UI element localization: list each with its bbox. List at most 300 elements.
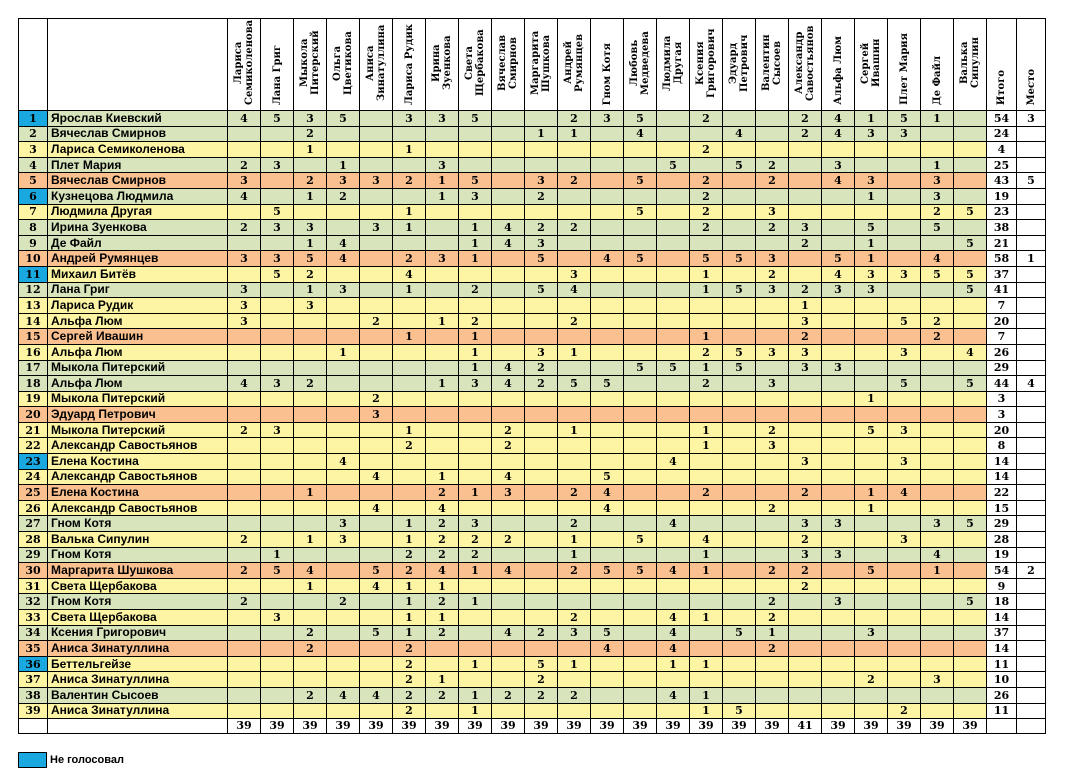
participant-name: Елена Костина xyxy=(48,485,228,501)
row-place xyxy=(1017,204,1046,220)
column-total: 39 xyxy=(690,719,723,734)
row-number: 4 xyxy=(19,157,48,173)
score-cell: 1 xyxy=(294,142,327,158)
score-cell xyxy=(723,594,756,610)
score-cell xyxy=(624,454,657,470)
score-cell: 4 xyxy=(657,641,690,657)
score-cell xyxy=(954,422,987,438)
row-place xyxy=(1017,188,1046,204)
score-cell xyxy=(459,422,492,438)
score-cell xyxy=(492,516,525,532)
score-cell: 2 xyxy=(360,391,393,407)
row-number: 33 xyxy=(19,610,48,626)
score-cell: 3 xyxy=(558,625,591,641)
score-cell xyxy=(954,656,987,672)
score-cell xyxy=(822,485,855,501)
participant-name: Альфа Люм xyxy=(48,344,228,360)
score-cell: 1 xyxy=(459,235,492,251)
score-cell: 2 xyxy=(558,111,591,127)
score-cell xyxy=(426,438,459,454)
score-cell xyxy=(261,407,294,423)
score-cell xyxy=(294,313,327,329)
score-cell xyxy=(756,532,789,548)
score-cell xyxy=(756,578,789,594)
score-cell xyxy=(393,298,426,314)
score-cell xyxy=(360,157,393,173)
participant-name: Елена Костина xyxy=(48,454,228,470)
score-cell xyxy=(492,672,525,688)
table-row xyxy=(19,157,1046,173)
score-cell xyxy=(492,157,525,173)
score-cell xyxy=(822,610,855,626)
score-cell: 5 xyxy=(954,204,987,220)
score-cell xyxy=(756,142,789,158)
score-cell: 4 xyxy=(360,500,393,516)
score-cell xyxy=(888,500,921,516)
score-cell xyxy=(459,578,492,594)
score-cell xyxy=(723,641,756,657)
score-cell xyxy=(360,266,393,282)
score-cell xyxy=(888,204,921,220)
score-cell: 2 xyxy=(294,266,327,282)
score-cell xyxy=(327,266,360,282)
score-cell xyxy=(954,687,987,703)
score-cell xyxy=(459,142,492,158)
score-cell xyxy=(888,656,921,672)
row-place xyxy=(1017,157,1046,173)
score-cell xyxy=(459,500,492,516)
score-cell xyxy=(459,625,492,641)
score-cell xyxy=(855,313,888,329)
score-cell: 5 xyxy=(822,251,855,267)
score-cell xyxy=(261,641,294,657)
score-cell: 3 xyxy=(360,407,393,423)
table-row xyxy=(19,516,1046,532)
score-cell: 1 xyxy=(393,516,426,532)
score-cell: 3 xyxy=(525,235,558,251)
column-header xyxy=(294,19,327,111)
score-cell xyxy=(459,298,492,314)
row-place xyxy=(1017,672,1046,688)
column-header-label: Ирина Зуенкова xyxy=(431,35,453,91)
score-cell: 3 xyxy=(822,282,855,298)
score-cell: 2 xyxy=(756,500,789,516)
row-total: 26 xyxy=(987,344,1017,360)
score-cell xyxy=(624,469,657,485)
score-cell: 3 xyxy=(360,220,393,236)
score-cell: 3 xyxy=(459,376,492,392)
score-cell: 5 xyxy=(459,173,492,189)
column-total: 39 xyxy=(360,719,393,734)
score-cell: 5 xyxy=(855,220,888,236)
score-cell: 2 xyxy=(393,173,426,189)
score-cell xyxy=(360,126,393,142)
score-cell xyxy=(888,157,921,173)
score-cell xyxy=(327,641,360,657)
score-cell: 5 xyxy=(921,266,954,282)
score-cell xyxy=(657,532,690,548)
score-cell xyxy=(294,469,327,485)
score-cell xyxy=(327,469,360,485)
participant-name: Маргарита Шушкова xyxy=(48,563,228,579)
row-total: 14 xyxy=(987,610,1017,626)
score-cell: 5 xyxy=(888,313,921,329)
score-cell xyxy=(360,532,393,548)
score-cell xyxy=(954,500,987,516)
table-row xyxy=(19,204,1046,220)
score-cell xyxy=(657,344,690,360)
footer-empty xyxy=(987,719,1017,734)
score-cell xyxy=(228,360,261,376)
score-cell xyxy=(624,687,657,703)
score-cell xyxy=(954,469,987,485)
score-cell xyxy=(723,188,756,204)
row-total: 18 xyxy=(987,594,1017,610)
footer-empty xyxy=(19,719,48,734)
score-cell xyxy=(723,656,756,672)
score-cell: 4 xyxy=(492,235,525,251)
score-cell xyxy=(954,298,987,314)
score-cell: 5 xyxy=(954,235,987,251)
score-cell xyxy=(360,188,393,204)
score-cell xyxy=(327,126,360,142)
score-cell xyxy=(855,376,888,392)
score-cell xyxy=(228,469,261,485)
score-cell xyxy=(426,204,459,220)
score-cell xyxy=(492,126,525,142)
row-place: 1 xyxy=(1017,251,1046,267)
score-cell xyxy=(888,329,921,345)
score-cell xyxy=(525,391,558,407)
legend-label: Не голосовал xyxy=(50,754,124,766)
score-cell xyxy=(954,111,987,127)
row-number: 19 xyxy=(19,391,48,407)
score-cell: 5 xyxy=(954,594,987,610)
header-row xyxy=(19,19,1046,111)
score-cell xyxy=(591,578,624,594)
score-cell xyxy=(690,235,723,251)
score-cell xyxy=(723,173,756,189)
score-cell: 3 xyxy=(789,454,822,470)
score-cell xyxy=(657,251,690,267)
table-row xyxy=(19,500,1046,516)
score-cell: 4 xyxy=(360,578,393,594)
score-cell xyxy=(723,672,756,688)
score-cell: 1 xyxy=(294,485,327,501)
row-place xyxy=(1017,500,1046,516)
row-total: 21 xyxy=(987,235,1017,251)
row-number: 10 xyxy=(19,251,48,267)
score-cell: 4 xyxy=(426,563,459,579)
column-total: 39 xyxy=(393,719,426,734)
score-cell: 5 xyxy=(261,266,294,282)
score-cell xyxy=(492,329,525,345)
score-cell xyxy=(327,313,360,329)
row-number: 24 xyxy=(19,469,48,485)
score-cell xyxy=(459,438,492,454)
score-cell: 2 xyxy=(393,656,426,672)
table-row xyxy=(19,422,1046,438)
row-total: 14 xyxy=(987,469,1017,485)
score-cell xyxy=(690,157,723,173)
score-cell: 2 xyxy=(393,438,426,454)
score-cell: 4 xyxy=(492,360,525,376)
score-cell xyxy=(525,298,558,314)
score-cell: 5 xyxy=(360,563,393,579)
score-cell: 1 xyxy=(690,329,723,345)
score-cell xyxy=(360,516,393,532)
score-cell xyxy=(492,188,525,204)
score-cell xyxy=(921,656,954,672)
row-total: 10 xyxy=(987,672,1017,688)
score-cell xyxy=(459,672,492,688)
score-cell: 1 xyxy=(921,563,954,579)
results-table xyxy=(18,18,1046,734)
score-cell: 1 xyxy=(657,656,690,672)
table-row xyxy=(19,376,1046,392)
score-cell xyxy=(558,235,591,251)
score-cell xyxy=(723,610,756,626)
score-cell xyxy=(789,500,822,516)
score-cell: 1 xyxy=(294,235,327,251)
score-cell: 3 xyxy=(855,266,888,282)
score-cell xyxy=(624,516,657,532)
score-cell xyxy=(558,500,591,516)
score-cell xyxy=(591,703,624,719)
score-cell xyxy=(822,625,855,641)
score-cell: 2 xyxy=(525,220,558,236)
score-cell xyxy=(591,687,624,703)
score-cell: 1 xyxy=(855,235,888,251)
column-header-label: Мыкола Питерский xyxy=(299,30,321,96)
total-header-label: Итого xyxy=(996,69,1007,105)
score-cell xyxy=(426,266,459,282)
score-cell xyxy=(492,298,525,314)
score-cell xyxy=(822,532,855,548)
column-header xyxy=(954,19,987,111)
score-cell xyxy=(756,687,789,703)
score-cell: 2 xyxy=(426,485,459,501)
row-total: 15 xyxy=(987,500,1017,516)
participant-name: Альфа Люм xyxy=(48,313,228,329)
score-cell: 4 xyxy=(492,220,525,236)
score-cell xyxy=(789,672,822,688)
score-cell xyxy=(228,454,261,470)
row-place xyxy=(1017,687,1046,703)
score-cell: 5 xyxy=(954,376,987,392)
row-place xyxy=(1017,344,1046,360)
row-total: 41 xyxy=(987,282,1017,298)
score-cell xyxy=(558,578,591,594)
score-cell: 3 xyxy=(756,282,789,298)
score-cell: 2 xyxy=(690,220,723,236)
participant-name: Аниса Зинатуллина xyxy=(48,672,228,688)
score-cell: 1 xyxy=(558,344,591,360)
score-cell xyxy=(525,703,558,719)
score-cell xyxy=(624,376,657,392)
score-cell xyxy=(360,329,393,345)
score-cell: 5 xyxy=(657,157,690,173)
score-cell xyxy=(492,266,525,282)
score-cell xyxy=(888,687,921,703)
score-cell xyxy=(690,578,723,594)
score-cell: 3 xyxy=(525,344,558,360)
score-cell: 3 xyxy=(261,422,294,438)
participant-name: Андрей Румянцев xyxy=(48,251,228,267)
row-place: 4 xyxy=(1017,376,1046,392)
score-cell xyxy=(789,625,822,641)
score-cell xyxy=(690,391,723,407)
score-cell: 5 xyxy=(723,703,756,719)
score-cell: 4 xyxy=(492,469,525,485)
score-cell: 5 xyxy=(624,204,657,220)
score-cell xyxy=(591,344,624,360)
score-cell: 2 xyxy=(756,563,789,579)
score-cell xyxy=(624,422,657,438)
score-cell: 2 xyxy=(525,360,558,376)
score-cell xyxy=(921,438,954,454)
row-place xyxy=(1017,485,1046,501)
score-cell: 3 xyxy=(822,360,855,376)
score-cell: 2 xyxy=(558,313,591,329)
score-cell: 3 xyxy=(756,376,789,392)
score-cell xyxy=(558,251,591,267)
score-cell: 1 xyxy=(525,126,558,142)
score-cell: 3 xyxy=(327,532,360,548)
table-row xyxy=(19,391,1046,407)
row-number: 17 xyxy=(19,360,48,376)
score-cell xyxy=(591,142,624,158)
score-cell: 3 xyxy=(789,547,822,563)
column-total: 39 xyxy=(426,719,459,734)
score-cell xyxy=(690,594,723,610)
score-cell: 2 xyxy=(294,641,327,657)
score-cell xyxy=(261,188,294,204)
score-cell xyxy=(327,578,360,594)
score-cell xyxy=(888,625,921,641)
score-cell xyxy=(954,641,987,657)
score-cell xyxy=(294,344,327,360)
score-cell xyxy=(492,313,525,329)
score-cell xyxy=(426,298,459,314)
row-place xyxy=(1017,641,1046,657)
score-cell xyxy=(855,641,888,657)
table-row xyxy=(19,563,1046,579)
row-total: 3 xyxy=(987,407,1017,423)
score-cell xyxy=(657,547,690,563)
score-cell xyxy=(327,142,360,158)
score-cell: 2 xyxy=(690,111,723,127)
score-cell xyxy=(822,641,855,657)
score-cell: 3 xyxy=(294,111,327,127)
score-cell xyxy=(888,360,921,376)
score-cell xyxy=(360,204,393,220)
score-cell: 2 xyxy=(558,610,591,626)
score-cell: 2 xyxy=(393,672,426,688)
score-cell xyxy=(624,407,657,423)
score-cell: 2 xyxy=(558,687,591,703)
score-cell xyxy=(393,500,426,516)
score-cell xyxy=(723,407,756,423)
score-cell xyxy=(855,703,888,719)
score-cell: 5 xyxy=(525,282,558,298)
row-place xyxy=(1017,266,1046,282)
row-place: 5 xyxy=(1017,173,1046,189)
score-cell: 5 xyxy=(624,111,657,127)
score-cell xyxy=(228,656,261,672)
column-header-label: Лариса Рудик xyxy=(403,23,415,105)
score-cell xyxy=(393,188,426,204)
score-cell: 2 xyxy=(492,532,525,548)
score-cell: 1 xyxy=(294,578,327,594)
score-cell: 4 xyxy=(492,625,525,641)
score-cell: 2 xyxy=(789,578,822,594)
score-cell xyxy=(591,313,624,329)
score-cell xyxy=(294,391,327,407)
score-cell: 1 xyxy=(690,422,723,438)
row-total: 14 xyxy=(987,641,1017,657)
row-total: 37 xyxy=(987,266,1017,282)
row-number: 27 xyxy=(19,516,48,532)
score-cell xyxy=(591,360,624,376)
score-cell: 4 xyxy=(822,111,855,127)
score-cell: 5 xyxy=(558,376,591,392)
row-number: 36 xyxy=(19,656,48,672)
total-header xyxy=(987,19,1017,111)
score-cell xyxy=(261,625,294,641)
score-cell: 4 xyxy=(657,563,690,579)
row-total: 11 xyxy=(987,703,1017,719)
score-cell xyxy=(327,610,360,626)
score-cell: 2 xyxy=(855,672,888,688)
score-cell: 5 xyxy=(723,157,756,173)
participant-name: Валентин Сысоев xyxy=(48,687,228,703)
score-cell xyxy=(294,547,327,563)
score-cell xyxy=(294,672,327,688)
row-place xyxy=(1017,360,1046,376)
row-number: 25 xyxy=(19,485,48,501)
score-cell xyxy=(261,532,294,548)
score-cell xyxy=(261,313,294,329)
score-cell: 2 xyxy=(789,485,822,501)
score-cell xyxy=(261,687,294,703)
score-cell: 2 xyxy=(228,532,261,548)
row-place xyxy=(1017,391,1046,407)
score-cell xyxy=(558,298,591,314)
score-cell xyxy=(954,578,987,594)
score-cell xyxy=(855,687,888,703)
score-cell xyxy=(723,204,756,220)
score-cell xyxy=(426,454,459,470)
score-cell: 3 xyxy=(822,516,855,532)
score-cell xyxy=(327,407,360,423)
score-cell xyxy=(888,298,921,314)
score-cell xyxy=(426,344,459,360)
column-header xyxy=(426,19,459,111)
score-cell xyxy=(954,173,987,189)
column-total: 39 xyxy=(888,719,921,734)
legend xyxy=(18,752,124,768)
score-cell xyxy=(723,485,756,501)
score-cell: 1 xyxy=(690,610,723,626)
participant-name: Света Щербакова xyxy=(48,610,228,626)
row-total: 54 xyxy=(987,111,1017,127)
score-cell xyxy=(756,126,789,142)
score-cell xyxy=(657,266,690,282)
score-cell: 2 xyxy=(789,532,822,548)
table-row xyxy=(19,641,1046,657)
table-row xyxy=(19,532,1046,548)
